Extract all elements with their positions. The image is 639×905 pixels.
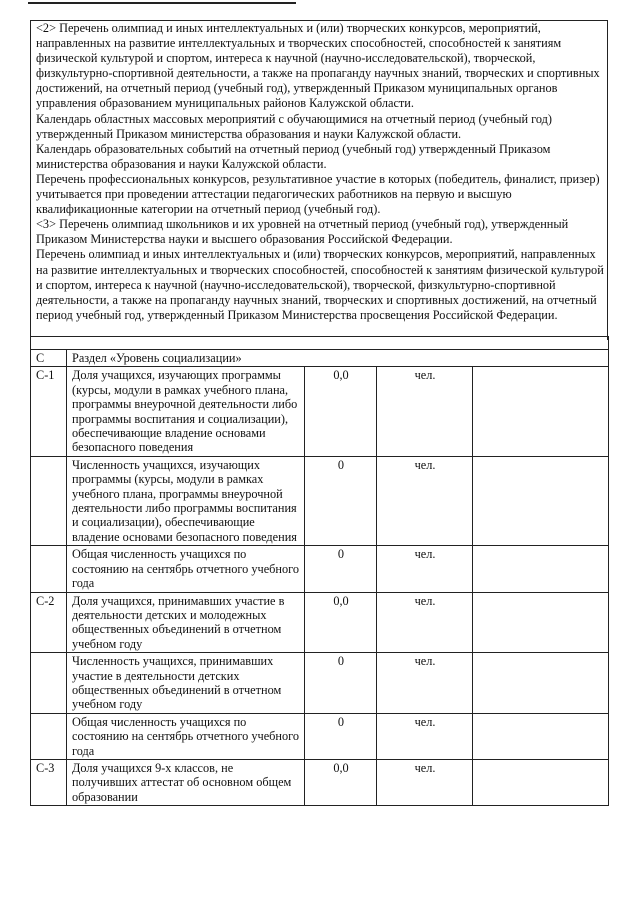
row-value: 0 bbox=[305, 653, 377, 714]
row-unit: чел. bbox=[377, 456, 473, 545]
footnote-3-olympiads-list: Перечень олимпиад и иных интеллектуальных и (или) творческих конкурсов, мероприятий, направленных на развитие интеллектуальных и творческих способностей, способностей к занятиям физической культурой и спортом, интереса к научной (научно-исследовательской), творческой, физкультурно-спортивной деятельности, а также на пропаганду научных знаний, творческих и спортивных достижений, на отчетный период учебный год, утвержденный Приказом Министерства просвещения Российской Федерации. bbox=[36, 247, 604, 322]
row-code bbox=[31, 546, 67, 592]
section-code: С bbox=[31, 350, 67, 367]
row-text: Доля учащихся, принимавших участие в деятельности детских и молодежных общественных объединений в отчетном учебном году bbox=[67, 592, 305, 653]
row-value: 0 bbox=[305, 713, 377, 759]
section-title: Раздел «Уровень социализации» bbox=[67, 350, 609, 367]
row-text: Общая численность учащихся по состоянию на сентябрь отчетного учебного года bbox=[67, 546, 305, 592]
row-text: Доля учащихся 9-х классов, не получивших аттестат об основном общем образовании bbox=[67, 759, 305, 805]
footnote-3: <3> Перечень олимпиад школьников и их уровней на отчетный период (учебный год), утвержденный Приказом Министерства науки и высшего образования Российской Федерации. bbox=[36, 217, 569, 247]
row-note bbox=[473, 456, 609, 545]
row-note bbox=[473, 592, 609, 653]
row-value: 0,0 bbox=[305, 367, 377, 456]
row-unit: чел. bbox=[377, 653, 473, 714]
spacer-row bbox=[31, 337, 609, 350]
indicators-table bbox=[30, 336, 609, 806]
top-rule bbox=[28, 2, 296, 4]
table-row bbox=[31, 456, 609, 545]
table-row bbox=[31, 546, 609, 592]
footnotes bbox=[36, 21, 608, 323]
row-value: 0 bbox=[305, 546, 377, 592]
row-unit: чел. bbox=[377, 592, 473, 653]
row-value: 0 bbox=[305, 456, 377, 545]
footnote-2-professional-contests: Перечень профессиональных конкурсов, результативное участие в которых (победитель, финалист, призер) учитывается при проведении аттестации педагогических работников на первую и высшую квалификационные категории на отчетный период (учебный год). bbox=[36, 171, 600, 217]
row-code: С-3 bbox=[31, 759, 67, 805]
row-note bbox=[473, 653, 609, 714]
section-row bbox=[31, 350, 609, 367]
footnote-2-calendar-events: Календарь образовательных событий на отчетный период (учебный год) утвержденный Приказом министерства образования и науки Калужской области. bbox=[36, 141, 551, 171]
row-unit: чел. bbox=[377, 713, 473, 759]
footnote-2: <2> Перечень олимпиад и иных интеллектуальных и (или) творческих конкурсов, мероприятий, направленных на развитие интеллектуальных и творческих способностей, способностей к занятиям физической культурой и спортом, интереса к научной (научно-исследовательской), творческой, физкультурно-спортивной деятельности, а также на пропаганду научных знаний, творческих и спортивных достижений, на отчетный период (учебный год), утвержденный Приказом муниципальных органов управления образованием муниципальных районов Калужской области. bbox=[36, 21, 600, 111]
table-row bbox=[31, 592, 609, 653]
row-unit: чел. bbox=[377, 546, 473, 592]
row-code: С-2 bbox=[31, 592, 67, 653]
row-unit: чел. bbox=[377, 367, 473, 456]
row-text: Общая численность учащихся по состоянию на сентябрь отчетного учебного года bbox=[67, 713, 305, 759]
row-note bbox=[473, 759, 609, 805]
row-text: Численность учащихся, изучающих программы (курсы, модули в рамках учебного плана, программы внеурочной деятельности либо программы воспитания и социализации), обеспечивающие владение основами безопасного поведения bbox=[67, 456, 305, 545]
row-code bbox=[31, 456, 67, 545]
row-note bbox=[473, 713, 609, 759]
row-text: Доля учащихся, изучающих программы (курсы, модули в рамках учебного плана, программы внеурочной деятельности либо программы воспитания и социализации), обеспечивающие владение основами безопасного поведения bbox=[67, 367, 305, 456]
row-code: С-1 bbox=[31, 367, 67, 456]
row-code bbox=[31, 713, 67, 759]
table-row bbox=[31, 653, 609, 714]
table-row bbox=[31, 759, 609, 805]
row-text: Численность учащихся, принимавших участие в деятельности детских общественных объединений в отчетном учебном году bbox=[67, 653, 305, 714]
row-code bbox=[31, 653, 67, 714]
row-value: 0,0 bbox=[305, 759, 377, 805]
row-unit: чел. bbox=[377, 759, 473, 805]
table-row bbox=[31, 367, 609, 456]
row-value: 0,0 bbox=[305, 592, 377, 653]
footnote-2-calendar-regional: Календарь областных массовых мероприятий с обучающимися на отчетный период (учебный год) утвержденный Приказом министерства образования и науки Калужской области. bbox=[36, 111, 552, 141]
row-note bbox=[473, 546, 609, 592]
row-note bbox=[473, 367, 609, 456]
table-row bbox=[31, 713, 609, 759]
